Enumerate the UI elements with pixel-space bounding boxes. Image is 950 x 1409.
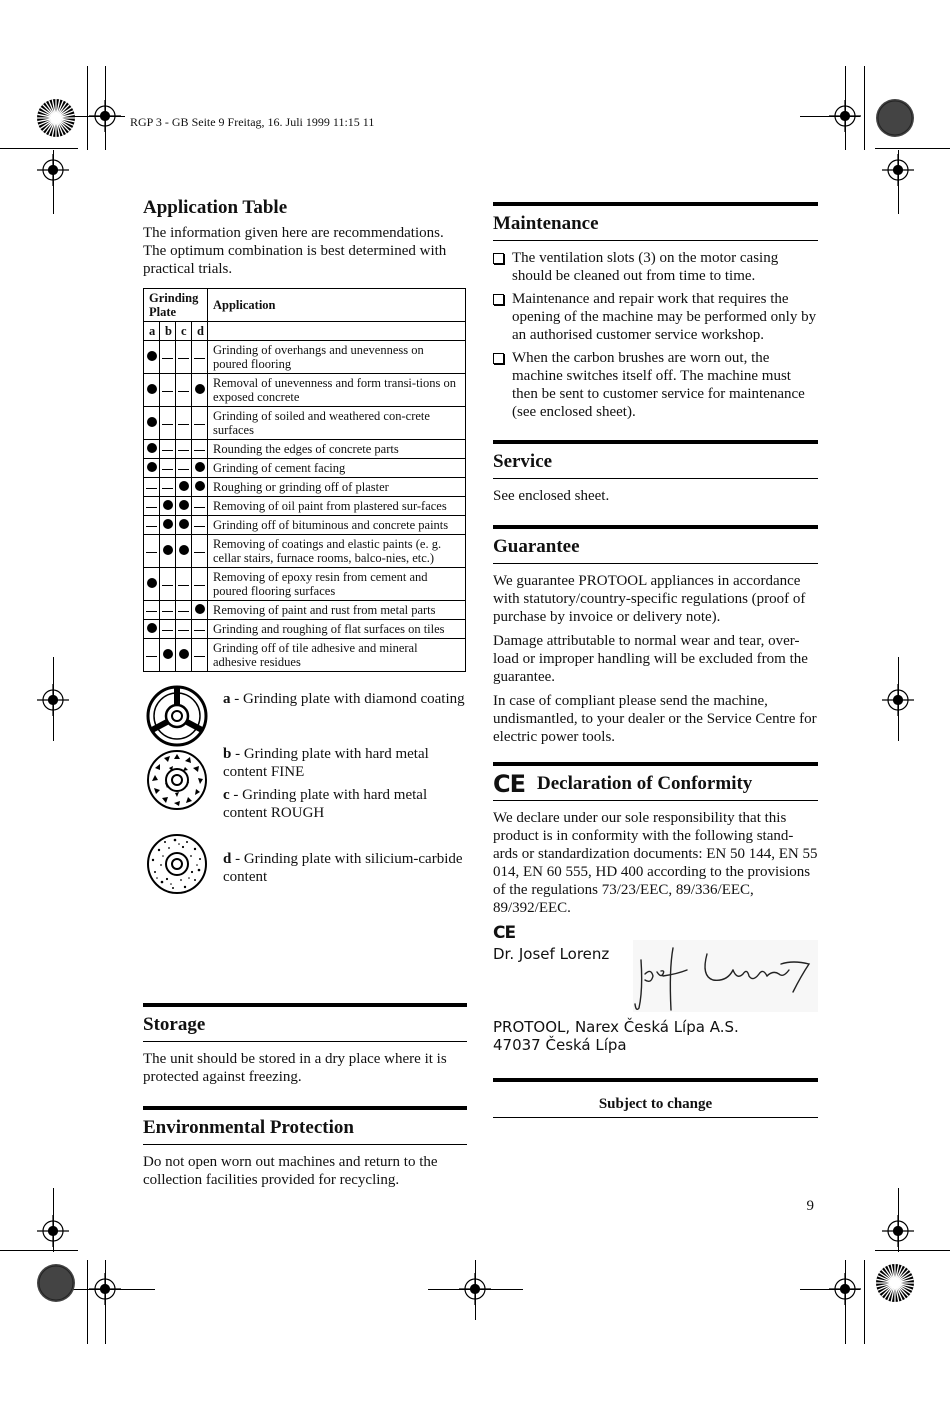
col-application: Application (208, 289, 466, 322)
mark-cell-c (176, 407, 192, 440)
dash-icon (194, 526, 205, 527)
mark-cell-b (160, 341, 176, 374)
mark-cell-d (192, 535, 208, 568)
filled-dot-icon (147, 462, 157, 472)
filled-dot-icon (163, 500, 173, 510)
filled-dot-icon (179, 500, 189, 510)
dash-icon (162, 469, 173, 470)
mark-cell-a (144, 478, 160, 497)
col-grinding-plate: Grinding Plate (144, 289, 208, 322)
mark-cell-c (176, 459, 192, 478)
dash-icon (162, 585, 173, 586)
mark-cell-b (160, 497, 176, 516)
filled-dot-icon (147, 417, 157, 427)
table-row (144, 459, 466, 478)
mark-cell-b (160, 535, 176, 568)
maintenance-title: Maintenance (493, 206, 818, 241)
application-cell: Removing of paint and rust from metal parts (208, 601, 466, 620)
application-cell: Removing of epoxy resin from cement and poured flooring surfaces (208, 568, 466, 601)
maintenance-list (493, 249, 818, 421)
table-row (144, 407, 466, 440)
dash-icon (146, 656, 157, 657)
storage-section (143, 1003, 467, 1086)
dash-icon (178, 358, 189, 359)
filled-dot-icon (179, 519, 189, 529)
footer-note-section (493, 1078, 818, 1118)
mark-cell-b (160, 639, 176, 672)
dash-icon (178, 611, 189, 612)
dash-icon (162, 391, 173, 392)
mark-cell-a (144, 568, 160, 601)
mark-cell-c (176, 568, 192, 601)
mark-cell-b (160, 478, 176, 497)
mark-cell-a (144, 620, 160, 639)
filled-dot-icon (195, 462, 205, 472)
mark-cell-c (176, 639, 192, 672)
diamond-plate-icon (145, 684, 209, 748)
signer-name: Dr. Josef Lorenz (493, 945, 610, 963)
guarantee-p2: Damage attributable to normal wear and tear, over-load or improper handling will be excluded from the guarantee. (493, 633, 808, 685)
table-row (144, 516, 466, 535)
dash-icon (146, 507, 157, 508)
filled-dot-icon (179, 649, 189, 659)
dash-icon (178, 469, 189, 470)
dash-icon (194, 656, 205, 657)
table-row (144, 497, 466, 516)
dash-icon (162, 611, 173, 612)
table-row (144, 620, 466, 639)
ce-mark-icon: CE (493, 770, 526, 798)
mark-cell-c (176, 601, 192, 620)
dash-icon (194, 630, 205, 631)
mark-cell-c (176, 440, 192, 459)
filled-dot-icon (147, 578, 157, 588)
dash-icon (194, 585, 205, 586)
dash-icon (162, 358, 173, 359)
mark-cell-b (160, 374, 176, 407)
mark-cell-c (176, 620, 192, 639)
mark-cell-d (192, 601, 208, 620)
mark-cell-d (192, 620, 208, 639)
declaration-text: We declare under our sole responsibility that this product is in conformity with the following stand-ards or standardization documents: EN 50 144, EN 55 014, EN 60 555, HD 400 according to the provisions of the regulations 73/23/EEC, 89/336/EEC, 89/392/EEC. (493, 810, 818, 916)
guarantee-section (493, 525, 818, 746)
application-table-body (144, 341, 466, 672)
dash-icon (146, 552, 157, 553)
ce-small-icon: CE (493, 923, 516, 943)
mark-cell-d (192, 568, 208, 601)
mark-cell-d (192, 478, 208, 497)
mark-cell-d (192, 516, 208, 535)
table-row (144, 535, 466, 568)
dash-icon (146, 611, 157, 612)
application-cell: Removing of coatings and elastic paints (e. g. cellar stairs, furnace rooms, balco-nies, etc.) (208, 535, 466, 568)
legend-d: d - Grinding plate with silicium-carbide content (223, 851, 463, 885)
environment-title: Environmental Protection (143, 1110, 467, 1145)
filled-dot-icon (163, 545, 173, 555)
mark-cell-d (192, 497, 208, 516)
subcol-d: d (192, 322, 208, 341)
application-table-title: Application Table (143, 197, 288, 218)
list-item: The ventilation slots (3) on the motor casing should be cleaned out from time to time. (493, 249, 818, 285)
guarantee-p3: In case of compliant please send the machine, undismantled, to your dealer or the Service Centre for electric power tools. (493, 693, 817, 745)
dash-icon (178, 630, 189, 631)
page-number: 9 (806, 1198, 814, 1214)
mark-cell-a (144, 341, 160, 374)
dash-icon (194, 450, 205, 451)
mark-cell-a (144, 639, 160, 672)
application-table-intro: The information given here are recommendations. The optimum combination is best determined with practical trials. (143, 225, 447, 277)
filled-dot-icon (179, 545, 189, 555)
table-row (144, 374, 466, 407)
application-cell: Grinding off of tile adhesive and mineral adhesive residues (208, 639, 466, 672)
mark-cell-c (176, 341, 192, 374)
declaration-section (493, 762, 818, 1054)
application-cell: Removal of unevenness and form transi-tions on exposed concrete (208, 374, 466, 407)
mark-cell-d (192, 341, 208, 374)
dash-icon (162, 488, 173, 489)
dash-icon (178, 424, 189, 425)
mark-cell-a (144, 516, 160, 535)
dash-icon (162, 630, 173, 631)
subcol-c: c (176, 322, 192, 341)
environment-section (143, 1106, 467, 1189)
list-item: When the carbon brushes are worn out, the machine switches itself off. The machine must then be sent to customer service for maintenance (see enclosed sheet). (493, 349, 818, 421)
print-header: RGP 3 - GB Seite 9 Freitag, 16. Juli 1999 11:15 11 (130, 115, 375, 129)
filled-dot-icon (179, 481, 189, 491)
table-row (144, 478, 466, 497)
storage-title: Storage (143, 1007, 467, 1042)
filled-dot-icon (147, 443, 157, 453)
service-title: Service (493, 444, 818, 479)
application-cell: Removing of oil paint from plastered sur-faces (208, 497, 466, 516)
filled-dot-icon (195, 384, 205, 394)
mark-cell-c (176, 478, 192, 497)
guarantee-title: Guarantee (493, 529, 818, 564)
service-text: See enclosed sheet. (493, 488, 610, 504)
mark-cell-a (144, 535, 160, 568)
maintenance-section (493, 202, 818, 426)
mark-cell-b (160, 568, 176, 601)
dash-icon (194, 507, 205, 508)
application-cell: Grinding of overhangs and unevenness on poured flooring (208, 341, 466, 374)
dash-icon (178, 391, 189, 392)
list-item: Maintenance and repair work that requires the opening of the machine may be performed only by an authorised customer service workshop. (493, 290, 818, 344)
application-cell: Rounding the edges of concrete parts (208, 440, 466, 459)
mark-cell-a (144, 440, 160, 459)
application-cell: Grinding and roughing of flat surfaces on tiles (208, 620, 466, 639)
table-row (144, 568, 466, 601)
filled-dot-icon (147, 384, 157, 394)
subcol-b: b (160, 322, 176, 341)
mark-cell-d (192, 407, 208, 440)
mark-cell-a (144, 407, 160, 440)
table-row (144, 440, 466, 459)
dash-icon (162, 450, 173, 451)
table-row (144, 341, 466, 374)
table-header-row (144, 289, 466, 322)
table-subheader-row (144, 322, 466, 341)
dash-icon (162, 424, 173, 425)
application-table (143, 288, 466, 672)
mark-cell-d (192, 459, 208, 478)
mark-cell-a (144, 497, 160, 516)
declaration-title: Declaration of Conformity (537, 773, 753, 794)
mark-cell-d (192, 374, 208, 407)
dash-icon (146, 526, 157, 527)
mark-cell-c (176, 374, 192, 407)
mark-cell-b (160, 516, 176, 535)
dash-icon (178, 450, 189, 451)
dash-icon (146, 488, 157, 489)
subcol-a: a (144, 322, 160, 341)
application-cell: Roughing or grinding off of plaster (208, 478, 466, 497)
mark-cell-d (192, 639, 208, 672)
mark-cell-b (160, 407, 176, 440)
table-row (144, 639, 466, 672)
filled-dot-icon (195, 604, 205, 614)
service-section (493, 440, 818, 505)
mark-cell-a (144, 374, 160, 407)
plate-legend (143, 682, 466, 914)
filled-dot-icon (163, 519, 173, 529)
filled-dot-icon (195, 481, 205, 491)
dash-icon (194, 358, 205, 359)
storage-text: The unit should be stored in a dry place where it is protected against freezing. (143, 1051, 447, 1085)
mark-cell-b (160, 620, 176, 639)
left-column (143, 196, 466, 914)
filled-dot-icon (147, 623, 157, 633)
mark-cell-c (176, 497, 192, 516)
legend-b: b - Grinding plate with hard metal content FINE (223, 746, 429, 780)
mark-cell-c (176, 535, 192, 568)
mark-cell-b (160, 459, 176, 478)
filled-dot-icon (147, 351, 157, 361)
environment-text: Do not open worn out machines and return to the collection facilities provided for recycling. (143, 1154, 438, 1188)
mark-cell-a (144, 459, 160, 478)
filled-dot-icon (163, 649, 173, 659)
dash-icon (194, 424, 205, 425)
legend-a: a - Grinding plate with diamond coating (223, 691, 465, 707)
application-cell: Grinding off of bituminous and concrete paints (208, 516, 466, 535)
application-cell: Grinding of soiled and weathered con-crete surfaces (208, 407, 466, 440)
table-row (144, 601, 466, 620)
application-cell: Grinding of cement facing (208, 459, 466, 478)
declaration-header (493, 766, 818, 801)
mark-cell-c (176, 516, 192, 535)
company-address: PROTOOL, Narex Česká Lípa A.S. 47037 Česká Lípa (493, 1018, 739, 1054)
hard-metal-plate-icon (145, 748, 209, 812)
mark-cell-a (144, 601, 160, 620)
mark-cell-b (160, 440, 176, 459)
legend-c: c - Grinding plate with hard metal content ROUGH (223, 787, 428, 821)
dash-icon (194, 552, 205, 553)
subcol-empty (208, 322, 466, 341)
subject-to-change: Subject to change (493, 1082, 818, 1118)
signature-image (633, 940, 818, 1012)
mark-cell-d (192, 440, 208, 459)
dash-icon (178, 585, 189, 586)
mark-cell-b (160, 601, 176, 620)
guarantee-p1: We guarantee PROTOOL appliances in accordance with statutory/country-specific regulations (proof of purchase by invoice or delivery note). (493, 573, 806, 625)
silicium-carbide-plate-icon (145, 832, 209, 896)
